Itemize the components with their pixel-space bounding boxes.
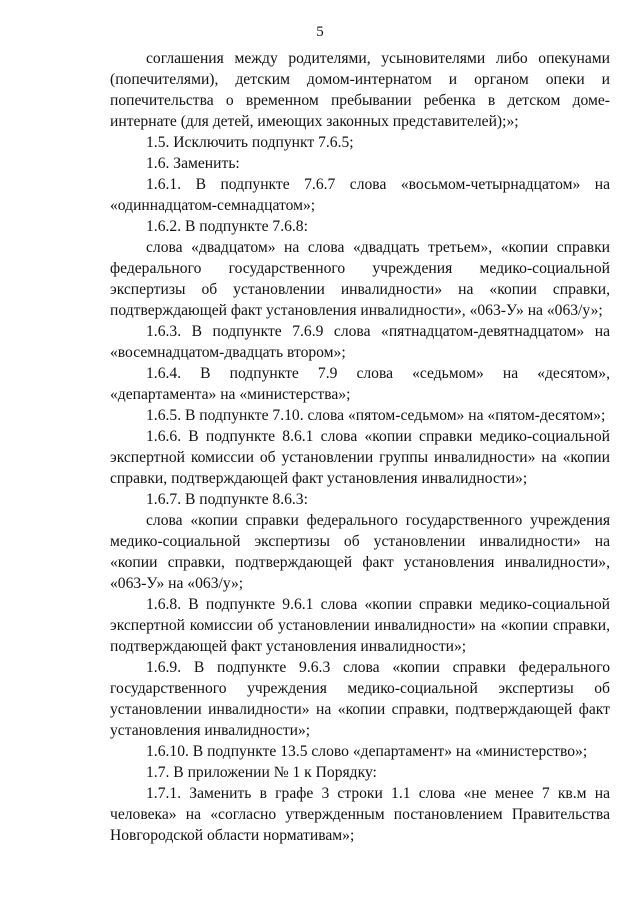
- paragraph-1-5: 1.5. Исключить подпункт 7.6.5;: [146, 134, 354, 151]
- paragraph-1-7-1: 1.7.1. Заменить в графе 3 строки 1.1 слова «не менее 7 кв.м на человека» на «согласно утвержденным постановлением Правительства Новгородской области нормативам»;: [110, 785, 610, 844]
- paragraph-1-6-1: 1.6.1. В подпункте 7.6.7 слова «восьмом-четырнадцатом» на «одиннадцатом-семнадцатом»;: [110, 176, 610, 214]
- paragraph-1-6-2-words: слова «двадцатом» на слова «двадцать третьем», «копии справки федерального государственного учреждения медико-социальной экспертизы об установлении инвалидности» на «копии справки, подтверждающей факт установления инвалидности», «063-У» на «063/у»;: [110, 239, 610, 319]
- paragraph-1-6-7-words: слова «копии справки федерального государственного учреждения медико-социальной экспертизы об установлении инвалидности» на «копии справки, подтверждающей факт установления инвалидности», «063-У» на «063/у»;: [110, 512, 610, 592]
- paragraph-1-6-10: 1.6.10. В подпункте 13.5 слово «департамент» на «министерство»;: [146, 743, 588, 760]
- page-number: 5: [316, 24, 324, 40]
- document-body: [110, 48, 610, 846]
- paragraph-1-6-2: 1.6.2. В подпункте 7.6.8:: [146, 218, 308, 235]
- paragraph-continuation: соглашения между родителями, усыновителями либо опекунами (попечителями), детским домом-интернатом и органом опеки и попечительства о временном пребывании ребенка в детском доме-интернате (для детей, имеющих законных представителей);»;: [110, 50, 610, 130]
- paragraph-1-6-7: 1.6.7. В подпункте 8.6.3:: [146, 491, 308, 508]
- paragraph-1-6-9: 1.6.9. В подпункте 9.6.3 слова «копии справки федерального государственного учреждения медико-социальной экспертизы об установлении инвалидности» на «копии справки, подтверждающей факт установления инвалидности»;: [110, 659, 610, 739]
- paragraph-1-6-6: 1.6.6. В подпункте 8.6.1 слова «копии справки медико-социальной экспертной комиссии об установлении группы инвалидности» на «копии справки, подтверждающей факт установления инвалидности»;: [110, 428, 610, 487]
- paragraph-1-7: 1.7. В приложении № 1 к Порядку:: [146, 764, 377, 781]
- paragraph-1-6-5: 1.6.5. В подпункте 7.10. слова «пятом-седьмом» на «пятом-десятом»;: [146, 407, 606, 424]
- paragraph-1-6-8: 1.6.8. В подпункте 9.6.1 слова «копии справки медико-социальной экспертной комиссии об установлении инвалидности» на «копии справки, подтверждающей факт установления инвалидности»;: [110, 596, 610, 655]
- paragraph-1-6: 1.6. Заменить:: [146, 155, 240, 172]
- paragraph-1-6-3: 1.6.3. В подпункте 7.6.9 слова «пятнадцатом-девятнадцатом» на «восемнадцатом-двадцать втором»;: [110, 323, 610, 361]
- paragraph-1-6-4: 1.6.4. В подпункте 7.9 слова «седьмом» на «десятом», «департамента» на «министерства»;: [110, 365, 610, 403]
